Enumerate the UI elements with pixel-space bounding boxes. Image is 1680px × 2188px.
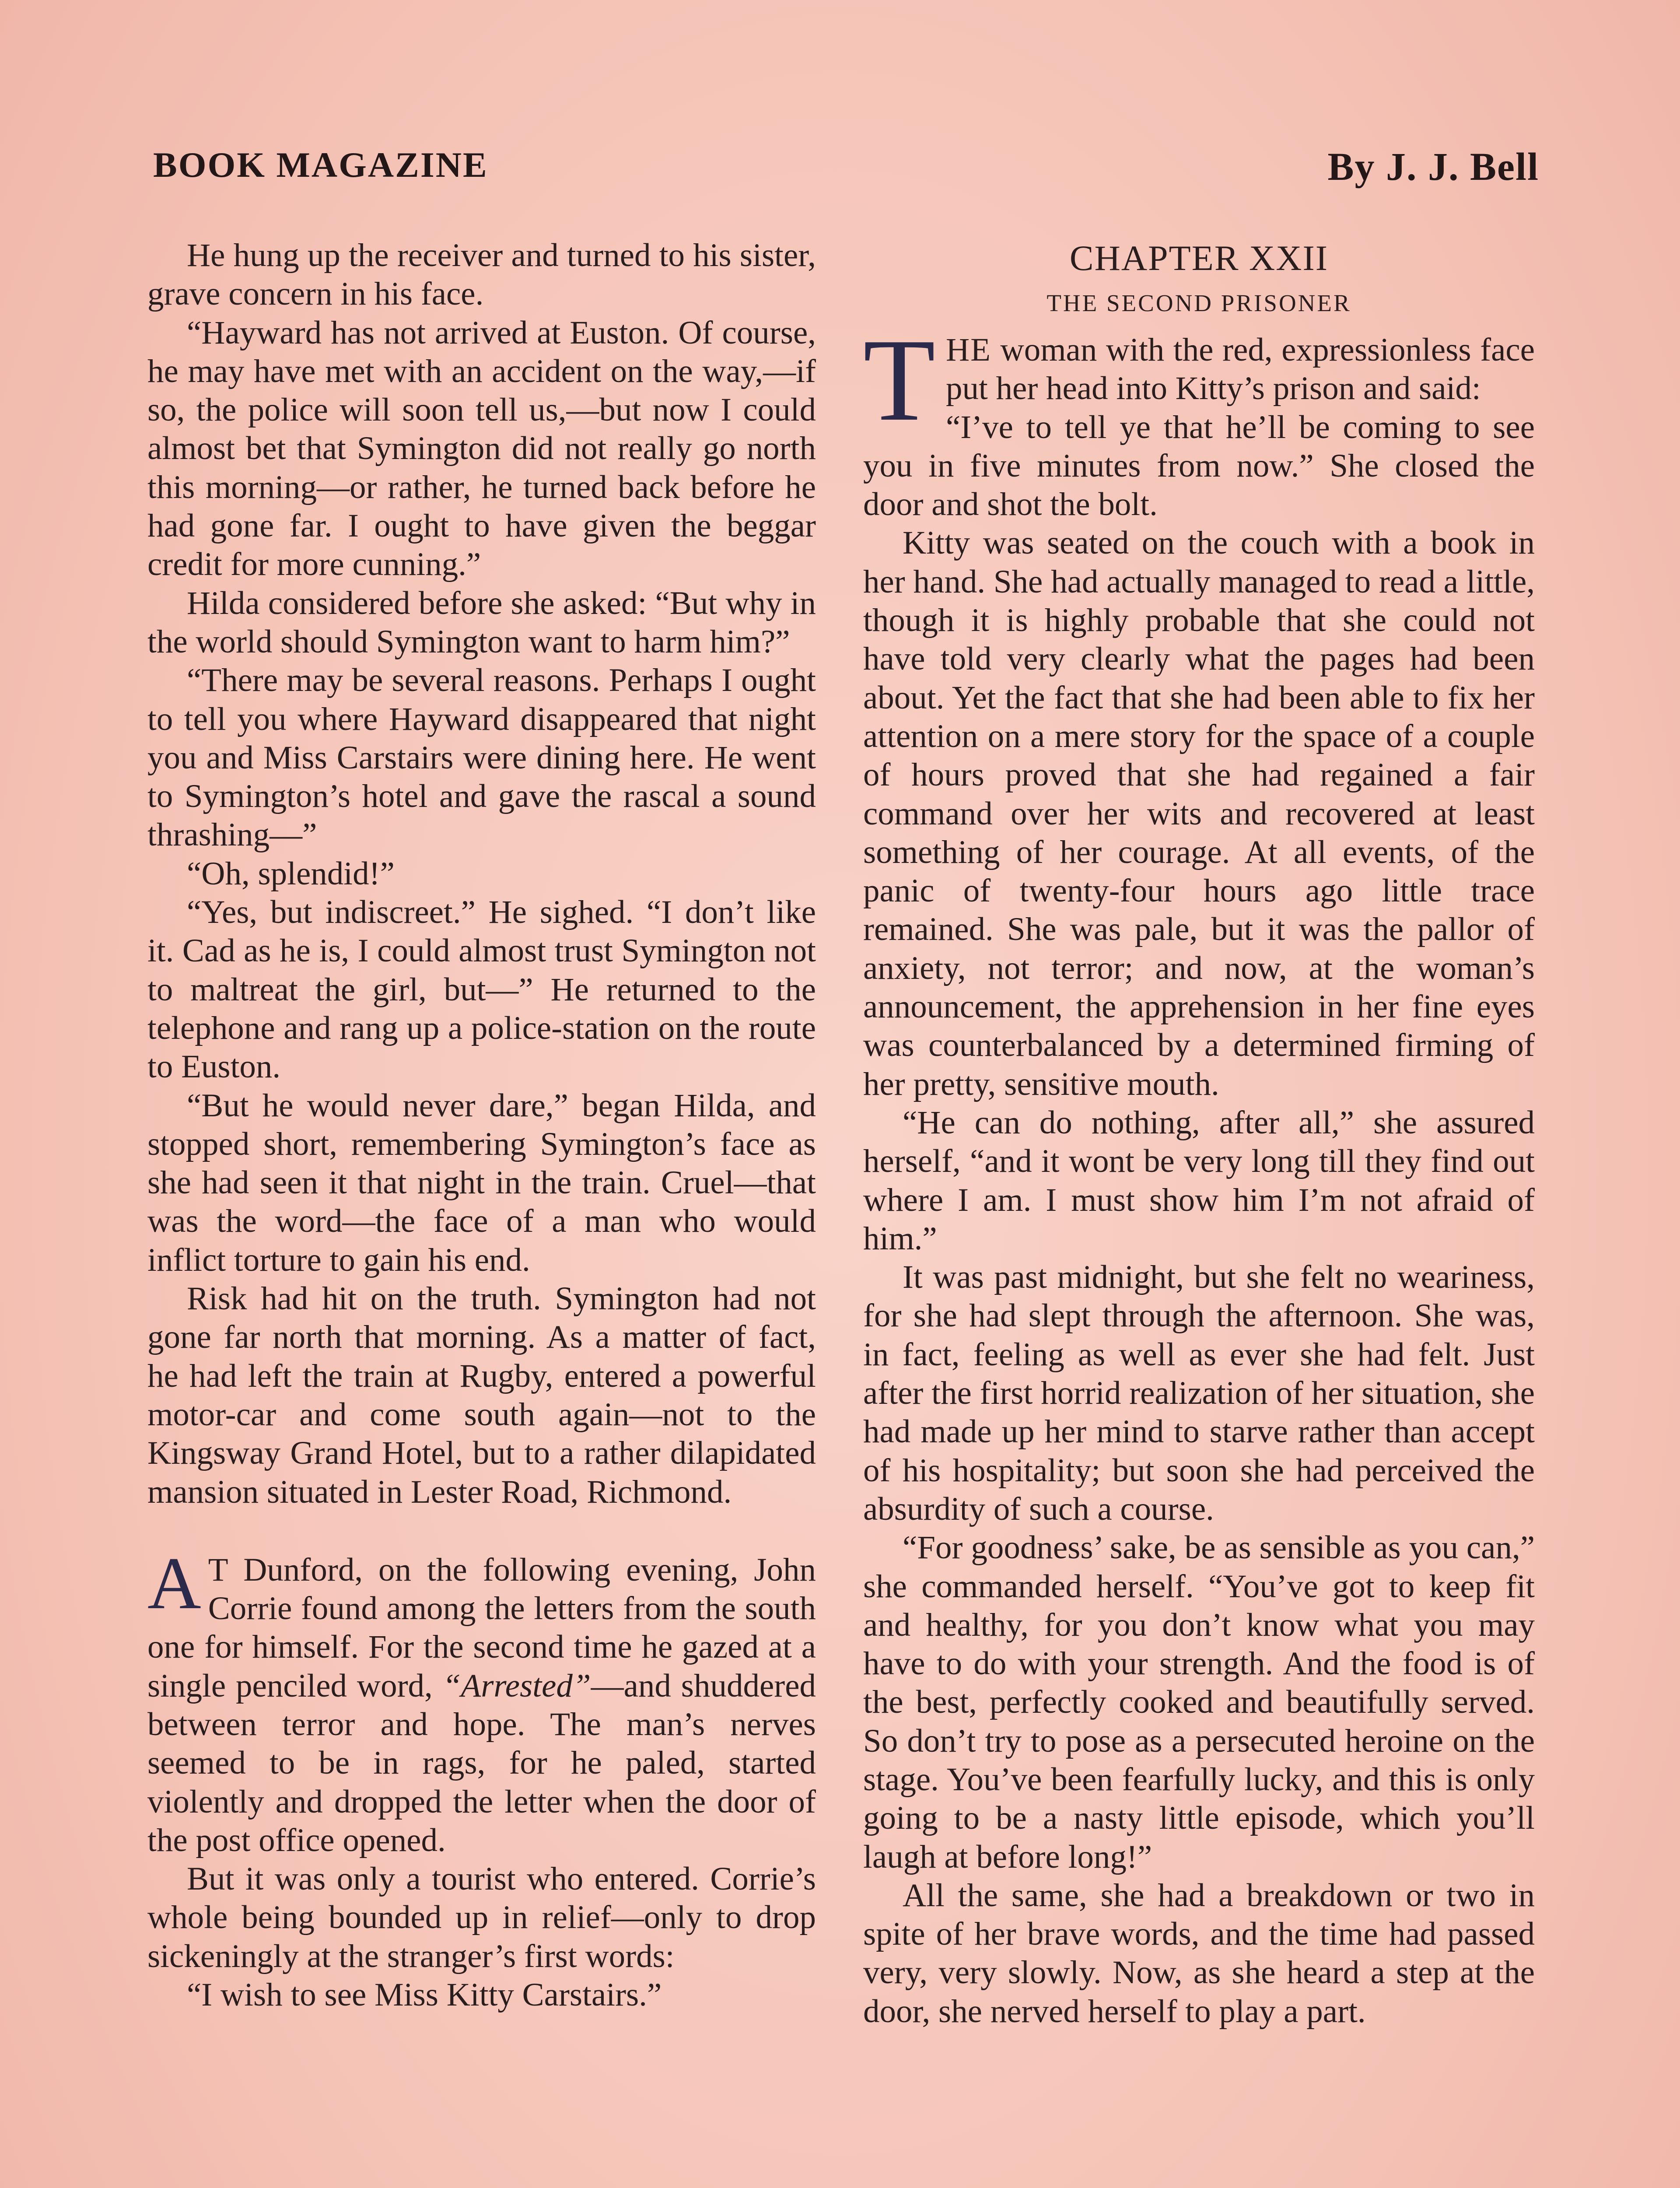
paragraph: Risk had hit on the truth. Symington had not gone far north that morning. As a matter of fact, he had left the train at Rugby, entered a powerful motor-car and come south again—not to the Kingsway Grand Hotel, but to a rather dilapidated mansion situated in Lester Road, Richmond. — [147, 1280, 816, 1510]
drop-cap: T — [863, 315, 935, 445]
chapter-opening-paragraph — [863, 315, 1535, 445]
paragraph: “But he would never dare,” began Hilda, and stopped short, remembering Symington’s face as she had seen it that night in the train. Cruel—that was the word—the face of a man who would inflict torture to gain his end. — [147, 1087, 816, 1278]
paragraph: “I wish to see Miss Kitty Carstairs.” — [187, 1977, 662, 2013]
paragraph-text: woman with the red, expressionless face put her head into Kitty’s prison and said: — [945, 332, 1535, 407]
drop-cap: A — [147, 1542, 201, 1624]
section-opening-paragraph — [147, 1542, 816, 1860]
chapter-subtitle: THE SECOND PRISONER — [1046, 290, 1351, 316]
paragraph: “I’ve to tell ye that he’ll be coming to see you in five minutes from now.” She closed the door and shot the bolt. — [863, 409, 1535, 523]
paragraph: Kitty was seated on the couch with a book in her hand. She had actually managed to read a little, though it is highly probable that she could not have told very clearly what the pages had been about. Yet the fact that she had been able to fix her attention on a mere story for the space of a couple of hours proved that she had regained a fair command over her wits and recovered at least something of her courage. At all events, of the panic of twenty-four hours ago little trace remained. She was pale, but it was the pallor of anxiety, not terror; and now, at the woman’s announcement, the apprehension in her fine eyes was counterbalanced by a determined firming of her pretty, sensitive mouth. — [863, 525, 1535, 1102]
section-break — [147, 1511, 816, 1551]
paragraph: “For goodness’ sake, be as sensible as you can,” she commanded herself. “You’ve got to keep fit and healthy, for you don’t know what you may have to do with your strength. And the food is of the best, perfectly cooked and beautifully served. So don’t try to pose as a persecuted heroine on the stage. You’ve been fearfully lucky, and this is only going to be a nasty little episode, which you’ll laugh at before long!” — [863, 1529, 1535, 1875]
paragraph: All the same, she had a breakdown or two in spite of her brave words, and the time had passed very, very slowly. Now, as she heard a step at the door, she nerved herself to play a part. — [863, 1877, 1535, 2030]
small-caps-text: HE — [945, 332, 991, 368]
paragraph: It was past midnight, but she felt no weariness, for she had slept through the afternoon. She was, in fact, feeling as well as ever she had felt. Just after the first horrid realization of her situation, she had made up her mind to starve rather than accept of his hospitality; but soon she had perceived the absurdity of such a course. — [863, 1259, 1535, 1527]
running-header-author: By J. J. Bell — [1327, 145, 1539, 189]
paragraph: “Hayward has not arrived at Euston. Of course, he may have met with an accident on the way,—if so, the police will soon tell us,—but now I could almost bet that Symington did not really go north this morning—or rather, he turned back before he had gone far. I ought to have given the beggar credit for more cunning.” — [147, 314, 816, 583]
running-header-magazine: BOOK MAGAZINE — [153, 145, 488, 185]
chapter-title: CHAPTER XXII — [1069, 238, 1329, 278]
paragraph-text: T Dunford, on the following evening, John Corrie found among the letters from the south one for himself. For the second time he gazed at a single penciled word, — [147, 1551, 816, 1704]
paragraph: “There may be several reasons. Perhaps I ought to tell you where Hayward disappeared that night you and Miss Carstairs were dining here. He went to Symington’s hotel and gave the rascal a sound thrashing—” — [147, 662, 816, 853]
left-column — [147, 236, 816, 2014]
paragraph: Hilda considered before she asked: “But why in the world should Symington want to harm him?” — [147, 585, 816, 660]
emphasized-word: “Arrested” — [442, 1667, 591, 1704]
paragraph: He hung up the receiver and turned to his sister, grave concern in his face. — [147, 237, 816, 312]
paragraph: But it was only a tourist who entered. Corrie’s whole being bounded up in relief—only to drop sickeningly at the stranger’s first words: — [147, 1861, 816, 1974]
paragraph: “Yes, but indiscreet.” He sighed. “I don’t like it. Cad as he is, I could almost trust Symington not to maltreat the girl, but—” He returned to the telephone and rang up a police-station on the route to Euston. — [147, 894, 816, 1085]
right-column — [863, 236, 1535, 2031]
paragraph-text: —and shuddered between terror and hope. The man’s nerves seemed to be in rags, for he paled, started violently and dropped the letter when the door of the post office opened. — [147, 1667, 816, 1858]
paragraph: “Oh, splendid!” — [187, 855, 395, 892]
paragraph: “He can do nothing, after all,” she assured herself, “and it wont be very long till they find out where I am. I must show him I’m not afraid of him.” — [863, 1104, 1535, 1257]
